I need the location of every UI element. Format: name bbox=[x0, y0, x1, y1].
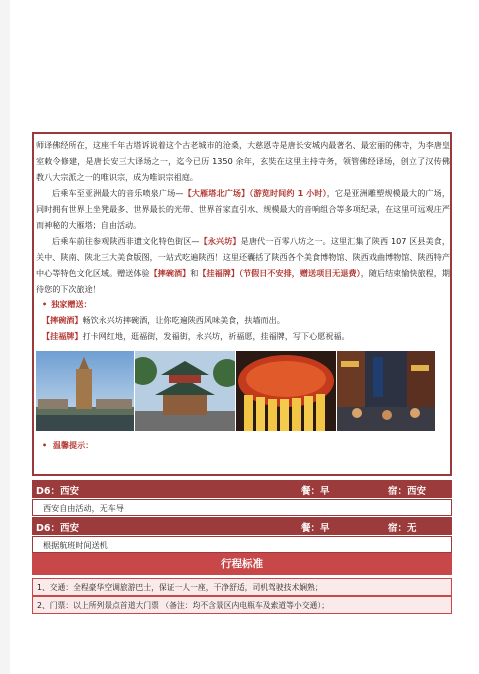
photo-dayan-pagoda bbox=[36, 351, 134, 431]
highlight-holiday-note: （节假日不安排，赠送项目无退费） bbox=[238, 268, 361, 278]
stay-label: 宿：西安 bbox=[388, 486, 427, 497]
bullet-icon: • bbox=[42, 440, 53, 450]
bullet-icon: • bbox=[42, 299, 48, 309]
photo-night-street bbox=[337, 351, 435, 431]
intro-paragraph-1: 师译佛经所在，这座千年古塔诉说着这个古老城市的沧桑，大慈恩寺是唐长安城内最著名、最宏丽的佛寺，为李唐皇室敕令修建，是唐长安三大译场之一，迄今已历 1350 余年，玄奘在这里主持寺务，领管佛经译场，创立了汉传佛教八大宗派之一的唯识宗，成为唯识宗祖庭。 bbox=[36, 140, 450, 182]
day-header bbox=[32, 480, 452, 498]
gifts-title-text: 独家赠送： bbox=[51, 299, 92, 309]
highlight-bowl-wine: 【摔碗酒】 bbox=[149, 268, 191, 278]
intro-text: 是唐代一百零八坊之一。这里汇集了陕西 107 区县美食，关中、陕南、陕北三大美食版图，一站式吃遍陕西！这里还囊括了陕西各个美食博物馆、陕西戏曲博物馆、陕西特产中心等特色文化区域。赠送体验 bbox=[36, 236, 450, 278]
gift-item bbox=[42, 312, 450, 328]
day-label: D6：西安 bbox=[36, 523, 79, 534]
intro-paragraph-3 bbox=[36, 233, 450, 297]
tips-title bbox=[42, 440, 93, 451]
gifts-title bbox=[42, 297, 450, 312]
meal-label: 餐：早 bbox=[301, 486, 330, 497]
gift-item bbox=[42, 328, 450, 344]
gift-tag: 【摔碗酒】 bbox=[42, 315, 83, 325]
highlight-yongxingfang: 【永兴坊】 bbox=[199, 236, 241, 246]
day-body-text: 根据航班时间送机 bbox=[43, 540, 108, 550]
photo-strip bbox=[36, 351, 434, 431]
highlight-dayan-square: 【大雁塔北广场】 bbox=[183, 188, 250, 198]
standards-item bbox=[32, 578, 452, 596]
tips-title-text: 温馨提示： bbox=[52, 440, 94, 450]
meal-label: 餐：早 bbox=[301, 523, 330, 534]
standards-item bbox=[32, 596, 452, 614]
standards-title: 行程标准 bbox=[32, 553, 452, 575]
photo-bell-tower bbox=[135, 351, 235, 431]
photo-food bbox=[236, 351, 336, 431]
stay-label: 宿：无 bbox=[388, 523, 417, 534]
day-body bbox=[32, 499, 452, 516]
day-body-text: 西安自由活动，无车导 bbox=[43, 503, 124, 513]
day-label: D6：西安 bbox=[36, 486, 79, 497]
intro-text: 后乘车前往参观陕西非遗文化特色街区— bbox=[52, 236, 200, 246]
page-edge bbox=[0, 0, 10, 674]
intro-paragraph-2 bbox=[36, 185, 450, 233]
standards-item-text: 1、交通：全程豪华空调旅游巴士，保证一人一座，干净舒适，司机驾驶技术娴熟； bbox=[37, 583, 323, 592]
intro-text: ，它是亚洲雕塑规模最大的广场，同时拥有世界上坐凳最多、世界最长的光带、世界首家直引水、规模最大的音响组合等多项纪录，在这里可远观庄严而神秘的大雁塔；自由活动。 bbox=[36, 188, 450, 230]
day-detail-content bbox=[36, 137, 450, 344]
gift-text: 畅饮永兴坊摔碗酒，让你吃遍陕西风味美食，扶墙而出。 bbox=[82, 315, 285, 325]
day-body bbox=[32, 536, 452, 553]
gift-text: 打卡网红地，逛福街，发福街，永兴坊，祈福愿，挂福牌，写下心愿祝福。 bbox=[82, 331, 350, 341]
highlight-blessing-tag: 【挂福牌】 bbox=[198, 268, 239, 278]
standards-item-text: 2、门票：以上所列景点首道大门票 （备注：均不含景区内电瓶车及索道等小交通）； bbox=[37, 601, 330, 610]
intro-text: 和 bbox=[190, 268, 199, 278]
gift-tag: 【挂福牌】 bbox=[42, 331, 83, 341]
day-header bbox=[32, 517, 452, 535]
intro-text: 后乘车至亚洲最大的音乐喷泉广场— bbox=[52, 188, 184, 198]
highlight-duration: （游览时间约 1 小时） bbox=[249, 188, 327, 198]
intro-text: ，随后结束愉快旅程，期待您的下次旅途！ bbox=[36, 268, 450, 294]
